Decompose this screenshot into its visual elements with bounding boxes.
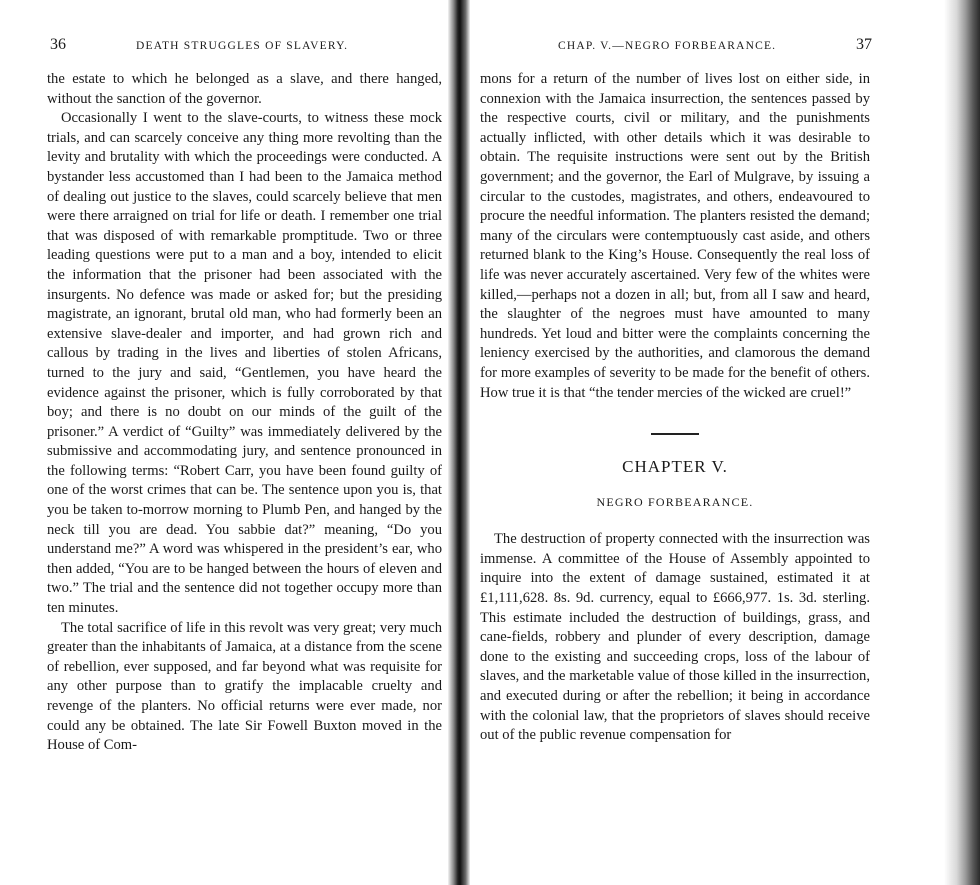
right-page-number: 37 xyxy=(856,36,872,53)
left-running-head xyxy=(50,36,442,62)
left-running-title: DEATH STRUGGLES OF SLAVERY. xyxy=(136,40,349,52)
right-paragraph-1: mons for a return of the number of lives lost on either side, in connexion with the Jamaica insurrection, the sentences passed by the respective courts, civil or military, and the punishments actually inflicted, with other details which it was desirable to obtain. The requisite instructions were sent out by the British government; and the governor, the Earl of Mulgrave, by issuing a circular to the custodes, magistrates, and others, endeavoured to procure the needful information. The planters resisted the demand; many of the circulars were contemptuously cast aside, and others returned blank to the King’s House. Consequently the real loss of life was never accurately ascertained. Very few of the whites were killed,—perhaps not a dozen in all; but, from all I saw and heard, the slaughter of the negroes must have amounted to many hundreds. Yet loud and bitter were the complaints concerning the leniency exercised by the authorities, and clamorous the demand for more examples of severity to be made for the benefit of others. How true it is that “the tender mercies of the wicked are cruel!” xyxy=(480,71,870,401)
right-body-text xyxy=(480,70,870,746)
right-running-head xyxy=(480,36,872,62)
right-page xyxy=(466,0,980,885)
left-body-text xyxy=(47,70,442,756)
chapter-subtitle: NEGRO FORBEARANCE. xyxy=(596,494,754,509)
left-paragraph-1: the estate to which he belonged as a slave, and there hanged, without the sanction of the governor. xyxy=(47,71,442,107)
chapter-divider-rule xyxy=(651,433,699,435)
left-page xyxy=(0,0,452,885)
left-paragraph-3: The total sacrifice of life in this revolt was very great; very much greater than the inhabitants of Jamaica, at a distance from the scene of rebellion, ever supposed, and far beyond what was requisite for any other purpose than to gratify the implacable cruelty and revenge of the planters. No official returns were ever made, nor could any be obtained. The late Sir Fowell Buxton moved in the House of Com- xyxy=(47,619,442,754)
page-edge-shadow xyxy=(944,0,980,885)
chapter-heading: CHAPTER V. xyxy=(622,457,728,477)
left-page-number: 36 xyxy=(50,36,66,53)
left-paragraph-2: Occasionally I went to the slave-courts, to witness these mock trials, and can scarcely conceive any thing more revolting than the levity and brutality with which the proceedings were conducted. A bystander less accustomed than I had been to the Jamaica method of dealing out justice to the slaves, could scarcely believe that men were there arraigned on trial for life or death. I remember one trial that was disposed of with remarkable promptitude. Two or three leading questions were put to a man and a boy, intended to elicit the information that the prisoner had been associated with the insurgents. No defence was made or asked for; but the presiding magistrate, an ignorant, brutal old man, who had formerly been an extensive slave-dealer and importer, and had grown rich and callous by trading in the lives and liberties of stolen Africans, turned to the jury and said, “Gentlemen, you have heard the evidence against the prisoner, which is fully corroborated by that boy; and there is no doubt on our minds of the guilt of the prisoner.” A verdict of “Guilty” was immediately delivered by the submissive and accommodating jury, and sentence pronounced in the following terms: “Robert Carr, you have been found guilty of one of the worst crimes that can be. The sentence upon you is, that you be taken to-morrow morning to Plumb Pen, and hanged by the neck till you are dead. You sabbie dat?” meaning, “Do you understand me?” A word was whispered in the president’s ear, who then added, “You are to be hanged between the hours of eleven and two.” The trial and the sentence did not together occupy more than ten minutes. xyxy=(47,110,442,617)
right-paragraph-2: The destruction of property connected with the insurrection was immense. A committee of the House of Assembly appointed to inquire into the extent of damage sustained, estimated it at £1,111,628. 8s. 9d. currency, equal to £666,977. 1s. 3d. sterling. This estimate included the destruction of buildings, grass, and cane-fields, robbery and plunder of every description, damage done to the existing and succeeding crops, loss of the labour of slaves, and the marketable value of those killed in the insurrection, and executed during or after the rebellion; it being in accordance with the colonial law, that the proprietors of slaves should receive out of the public revenue compensation for xyxy=(480,531,870,744)
right-running-title: CHAP. V.—NEGRO FORBEARANCE. xyxy=(558,40,777,52)
